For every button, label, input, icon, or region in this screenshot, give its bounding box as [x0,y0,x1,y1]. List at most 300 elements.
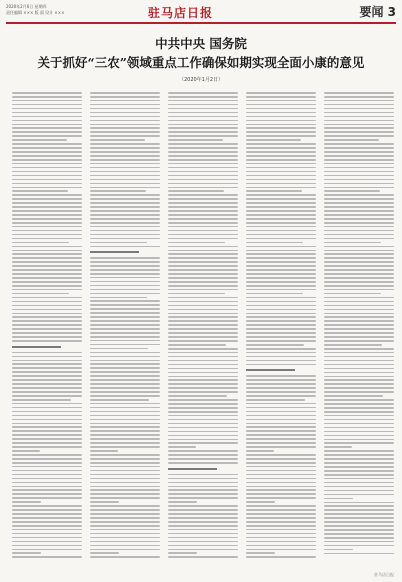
text-line [90,234,160,236]
text-line [168,305,238,307]
text-line [12,230,82,232]
text-line [12,529,82,531]
text-line [12,332,82,334]
text-line [324,431,394,433]
text-line [246,131,316,133]
text-line [168,277,238,279]
text-line [12,127,82,129]
text-line [90,332,160,334]
text-line [12,210,82,212]
text-line [168,320,238,322]
text-line [324,332,394,334]
text-line [90,336,160,338]
text-line [90,367,160,369]
text-line [90,450,118,452]
text-line [168,104,238,106]
text-line [324,301,394,303]
text-line [90,352,160,354]
text-line [246,108,316,110]
text-line [90,210,160,212]
text-line [246,324,316,326]
text-line [324,281,394,283]
text-line [12,257,82,259]
text-line [12,474,82,476]
text-line [324,529,394,531]
text-line [12,466,82,468]
text-line [12,450,40,452]
text-line [168,505,238,507]
text-line [324,502,394,504]
text-line [246,281,316,283]
text-line [168,238,238,240]
text-line [12,387,82,389]
text-line [324,336,394,338]
text-line [246,489,316,491]
text-line [12,261,82,263]
text-line [246,395,316,397]
text-line [246,226,316,228]
text-line [90,304,160,306]
text-line [90,155,160,157]
text-line [324,395,383,397]
text-line [12,190,68,192]
text-line [324,139,379,141]
text-line [90,320,160,322]
text-line [324,391,394,393]
issue-date: 2020年2月6日 星期四 [6,4,47,9]
text-line [168,222,238,224]
text-line [12,517,82,519]
text-line [168,501,197,503]
text-line [246,293,303,295]
text-line [246,285,316,287]
text-line [12,171,82,173]
text-line [90,116,160,118]
text-line [12,383,82,385]
text-line [324,478,394,480]
text-line [168,124,238,126]
text-line [90,238,160,240]
text-line [168,462,238,464]
text-line [324,190,380,192]
text-line [246,340,316,342]
text-line [324,439,394,441]
text-line [168,423,238,425]
text-line [246,336,316,338]
text-line [324,277,394,279]
text-line [12,92,82,94]
text-line [324,313,394,315]
text-line [246,537,316,539]
text-line [12,552,41,554]
footer-credit: 驻马店日报 [374,572,394,577]
text-line [90,324,160,326]
text-column-4 [246,92,316,564]
text-line [12,104,82,106]
text-line [12,399,71,401]
text-line [12,454,82,456]
text-line [12,293,69,295]
text-line [246,525,316,527]
text-line [12,313,82,315]
text-line [12,442,82,444]
text-line [168,376,238,378]
text-line [90,371,160,373]
text-line [90,399,149,401]
text-line [90,194,160,196]
text-line [246,533,316,535]
text-line [168,364,238,366]
text-column-5 [324,92,394,564]
text-line [168,163,238,165]
text-line [324,470,394,472]
text-line [90,135,160,137]
text-line [324,399,394,401]
text-line [246,273,316,275]
text-line [90,482,160,484]
text-line [12,446,82,448]
text-line [12,328,82,330]
text-line [90,147,160,149]
text-line [168,202,238,204]
text-line [90,505,160,507]
text-line [168,100,238,102]
text-line [246,552,275,554]
text-line [246,399,305,401]
text-line [168,108,238,110]
text-line [246,328,316,330]
text-line [324,324,394,326]
text-line [90,493,160,495]
text-line [324,364,394,366]
text-line [12,269,82,271]
text-line [90,108,160,110]
text-line [168,253,238,255]
text-line [12,395,82,397]
text-line [12,478,82,480]
text-line [90,391,160,393]
text-line [12,116,82,118]
text-line [324,257,394,259]
text-line [246,159,316,161]
text-line [90,289,160,291]
text-line [168,411,238,413]
text-line [324,127,394,129]
text-line [324,435,394,437]
text-line [90,489,160,491]
text-line [324,179,394,181]
text-line [324,462,394,464]
text-line [324,545,394,547]
text-line [168,328,238,330]
text-line [12,250,82,252]
text-line [12,183,82,185]
section-subhead [246,369,295,371]
text-line [246,415,316,417]
text-line [12,505,82,507]
text-line [90,198,160,200]
text-line [246,250,316,252]
text-line [246,493,316,495]
text-line [324,340,394,342]
text-line [12,108,82,110]
text-line [324,96,394,98]
text-line [246,383,316,385]
text-line [168,210,238,212]
text-line [246,446,316,448]
text-line [12,206,82,208]
text-line [168,155,238,157]
text-line [12,430,82,432]
text-line [90,407,160,409]
text-line [90,190,146,192]
text-line [324,183,394,185]
text-line [246,206,316,208]
text-line [324,383,394,385]
text-line [246,269,316,271]
text-line [90,96,160,98]
text-line [12,238,82,240]
text-line [168,360,238,362]
text-line [324,246,394,248]
text-line [12,541,82,543]
text-line [12,482,82,484]
text-line [12,415,82,417]
text-line [12,556,82,558]
text-line [12,320,82,322]
issue-meta [6,4,64,16]
text-line [324,505,394,507]
text-line [246,265,316,267]
text-line [168,427,238,429]
text-line [12,549,82,551]
text-line [90,120,160,122]
text-line [90,187,160,189]
text-line [12,509,82,511]
text-line [168,403,238,405]
text-line [324,344,382,346]
text-line [324,120,394,122]
text-line [324,309,394,311]
text-line [90,163,160,165]
text-line [324,112,394,114]
text-line [246,450,274,452]
text-line [324,379,394,381]
text-line [90,285,160,287]
text-line [90,175,160,177]
text-line [12,419,82,421]
text-line [90,312,160,314]
text-line [168,187,238,189]
text-line [324,549,353,551]
text-line [168,309,238,311]
text-line [324,486,394,488]
text-line [90,348,148,350]
text-line [246,478,316,480]
text-line [90,549,160,551]
text-line [90,226,160,228]
text-line [12,324,82,326]
text-line [90,442,160,444]
text-line [168,242,225,244]
text-line [12,285,82,287]
text-line [90,454,160,456]
text-line [168,190,224,192]
text-line [168,482,238,484]
text-line [12,513,82,515]
text-line [324,498,353,500]
text-line [168,316,238,318]
text-line [168,261,238,263]
text-line [324,187,394,189]
text-line [90,537,160,539]
text-line [246,242,303,244]
headline-issuer: 中共中央 国务院 [155,36,247,51]
text-line [90,273,160,275]
text-line [324,411,394,413]
text-line [168,348,238,350]
text-line [90,344,160,346]
text-line [90,167,160,169]
text-line [12,305,82,307]
text-line [246,167,316,169]
text-line [324,368,394,370]
text-line [324,415,394,417]
text-line [168,407,238,409]
text-line [246,462,316,464]
text-line [324,226,394,228]
text-line [246,246,316,248]
text-line [168,167,238,169]
text-line [12,187,82,189]
text-line [90,478,160,480]
text-line [90,513,160,515]
text-line [168,521,238,523]
text-line [90,124,160,126]
text-line [12,139,67,141]
text-line [12,411,82,413]
text-line [168,387,238,389]
text-line [324,509,394,511]
text-line [168,372,238,374]
text-line [246,124,316,126]
text-line [12,135,82,137]
text-line [90,521,160,523]
text-line [324,446,352,448]
text-line [246,297,316,299]
text-line [12,159,82,161]
text-line [168,552,197,554]
text-line [90,423,160,425]
text-line [246,238,316,240]
text-line [168,439,238,441]
text-line [246,218,316,220]
text-line [90,446,160,448]
text-line [12,489,82,491]
text-line [324,537,394,539]
text-line [90,415,160,417]
text-line [324,553,394,555]
text-line [324,155,394,157]
text-line [12,336,82,338]
text-line [90,411,160,413]
text-line [246,454,316,456]
text-line [324,222,394,224]
text-line [168,525,238,527]
newspaper-title: 驻马店日报 [148,6,214,20]
masthead-rule [6,22,396,24]
text-line [90,517,160,519]
text-line [246,407,316,409]
text-line [246,116,316,118]
text-line [324,348,394,350]
text-line [324,167,394,169]
text-line [246,202,316,204]
text-line [324,250,394,252]
text-line [90,139,145,141]
text-line [12,434,82,436]
text-line [12,297,82,299]
text-line [246,497,316,499]
text-line [12,112,82,114]
editor-credit: 责任编辑 ××× 版 面 设计 ××× [6,10,65,15]
text-line [168,517,238,519]
text-line [168,171,238,173]
text-line [90,300,160,302]
text-line [168,127,238,129]
text-line [246,96,316,98]
text-line [324,131,394,133]
text-line [324,521,394,523]
text-line [246,187,316,189]
text-line [168,281,238,283]
text-line [246,261,316,263]
text-line [168,273,238,275]
text-line [168,489,238,491]
text-line [168,139,223,141]
text-line [12,198,82,200]
text-line [12,273,82,275]
text-line [90,222,160,224]
text-line [246,127,316,129]
text-line [12,316,82,318]
text-line [90,257,160,259]
text-line [90,171,160,173]
text-line [168,545,238,547]
text-line [12,371,82,373]
text-line [12,234,82,236]
text-line [12,167,82,169]
text-line [168,474,238,476]
text-line [246,234,316,236]
text-line [90,395,160,397]
text-line [246,313,316,315]
text-line [90,556,160,558]
text-line [246,466,316,468]
text-line [324,541,394,543]
text-line [12,301,82,303]
text-line [324,407,394,409]
text-line [168,297,238,299]
text-line [168,206,238,208]
text-line [324,494,394,496]
text-line [168,383,238,385]
text-line [90,183,160,185]
text-line [324,490,394,492]
text-line [246,289,316,291]
text-line [246,332,316,334]
text-line [246,305,316,307]
